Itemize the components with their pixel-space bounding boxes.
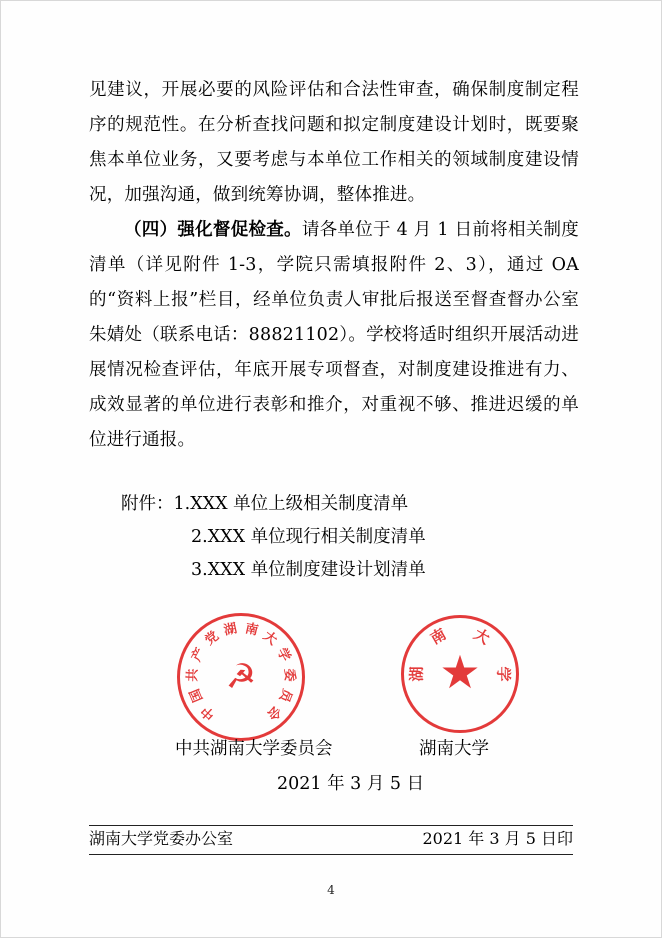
hammer-sickle-icon: ☭: [225, 657, 257, 697]
signature-area: [89, 603, 579, 803]
seal-ring-text-right: 湖 南 大 学: [407, 624, 513, 682]
seal-ring-text-left: 中 国 共 产 党 湖 南 大 学 委 员 会: [185, 621, 297, 723]
footer-rule-bottom: [89, 854, 573, 855]
signature-right-org: 湖南大学: [419, 739, 489, 759]
footer-row: [89, 826, 573, 854]
signature-left-org: 中共湖南大学委员会: [175, 739, 333, 759]
attachment-line-1: [121, 488, 579, 521]
attachment-item-1: 1.XXX 单位上级相关制度清单: [173, 494, 409, 514]
paragraph-continued: 见建议，开展必要的风险评估和合法性审查，确保制度制定程序的规范性。在分析查找问题和拟定制度建设计划时，既要聚焦本单位业务，又要考虑与本单位工作相关的领域制度建设情况，加强沟通，做到统筹协调，整体推进。: [89, 80, 579, 205]
attachment-list: [89, 488, 579, 587]
attachment-line-2: [121, 521, 579, 554]
footer-right-text: 2021 年 3 月 5 日印: [422, 829, 573, 848]
party-committee-seal: [177, 613, 305, 741]
document-content: [89, 73, 579, 803]
attachment-item-2: 2.XXX 单位现行相关制度清单: [191, 527, 426, 547]
attachment-label: 附件：: [121, 494, 174, 514]
attachment-line-3: [121, 554, 579, 587]
section-four-heading: （四）强化督促检查。: [124, 220, 302, 240]
page-footer: [89, 825, 573, 855]
university-seal: 湖 南 大 学 ★: [401, 615, 519, 733]
footer-left-text: 湖南大学党委办公室: [89, 829, 234, 848]
page-number: 4: [327, 883, 335, 897]
signature-date: 2021 年 3 月 5 日: [277, 774, 425, 794]
paragraph-section-four: [89, 213, 579, 458]
section-four-body: 请各单位于 4 月 1 日前将相关制度清单（详见附件 1-3，学院只需填报附件 2、3），通过 OA 的“资料上报”栏目，经单位负责人审批后报送至督查督办公室朱婧处（联系电话：88821102）。学校将适时组织开展活动进展情况检查评估，年底开展专项督查，对制度建设推进有力、成效显著的单位进行表彰和推介，对重视不够、推进迟缓的单位进行通报。: [89, 220, 579, 450]
attachment-item-3: 3.XXX 单位制度建设计划清单: [191, 560, 426, 580]
